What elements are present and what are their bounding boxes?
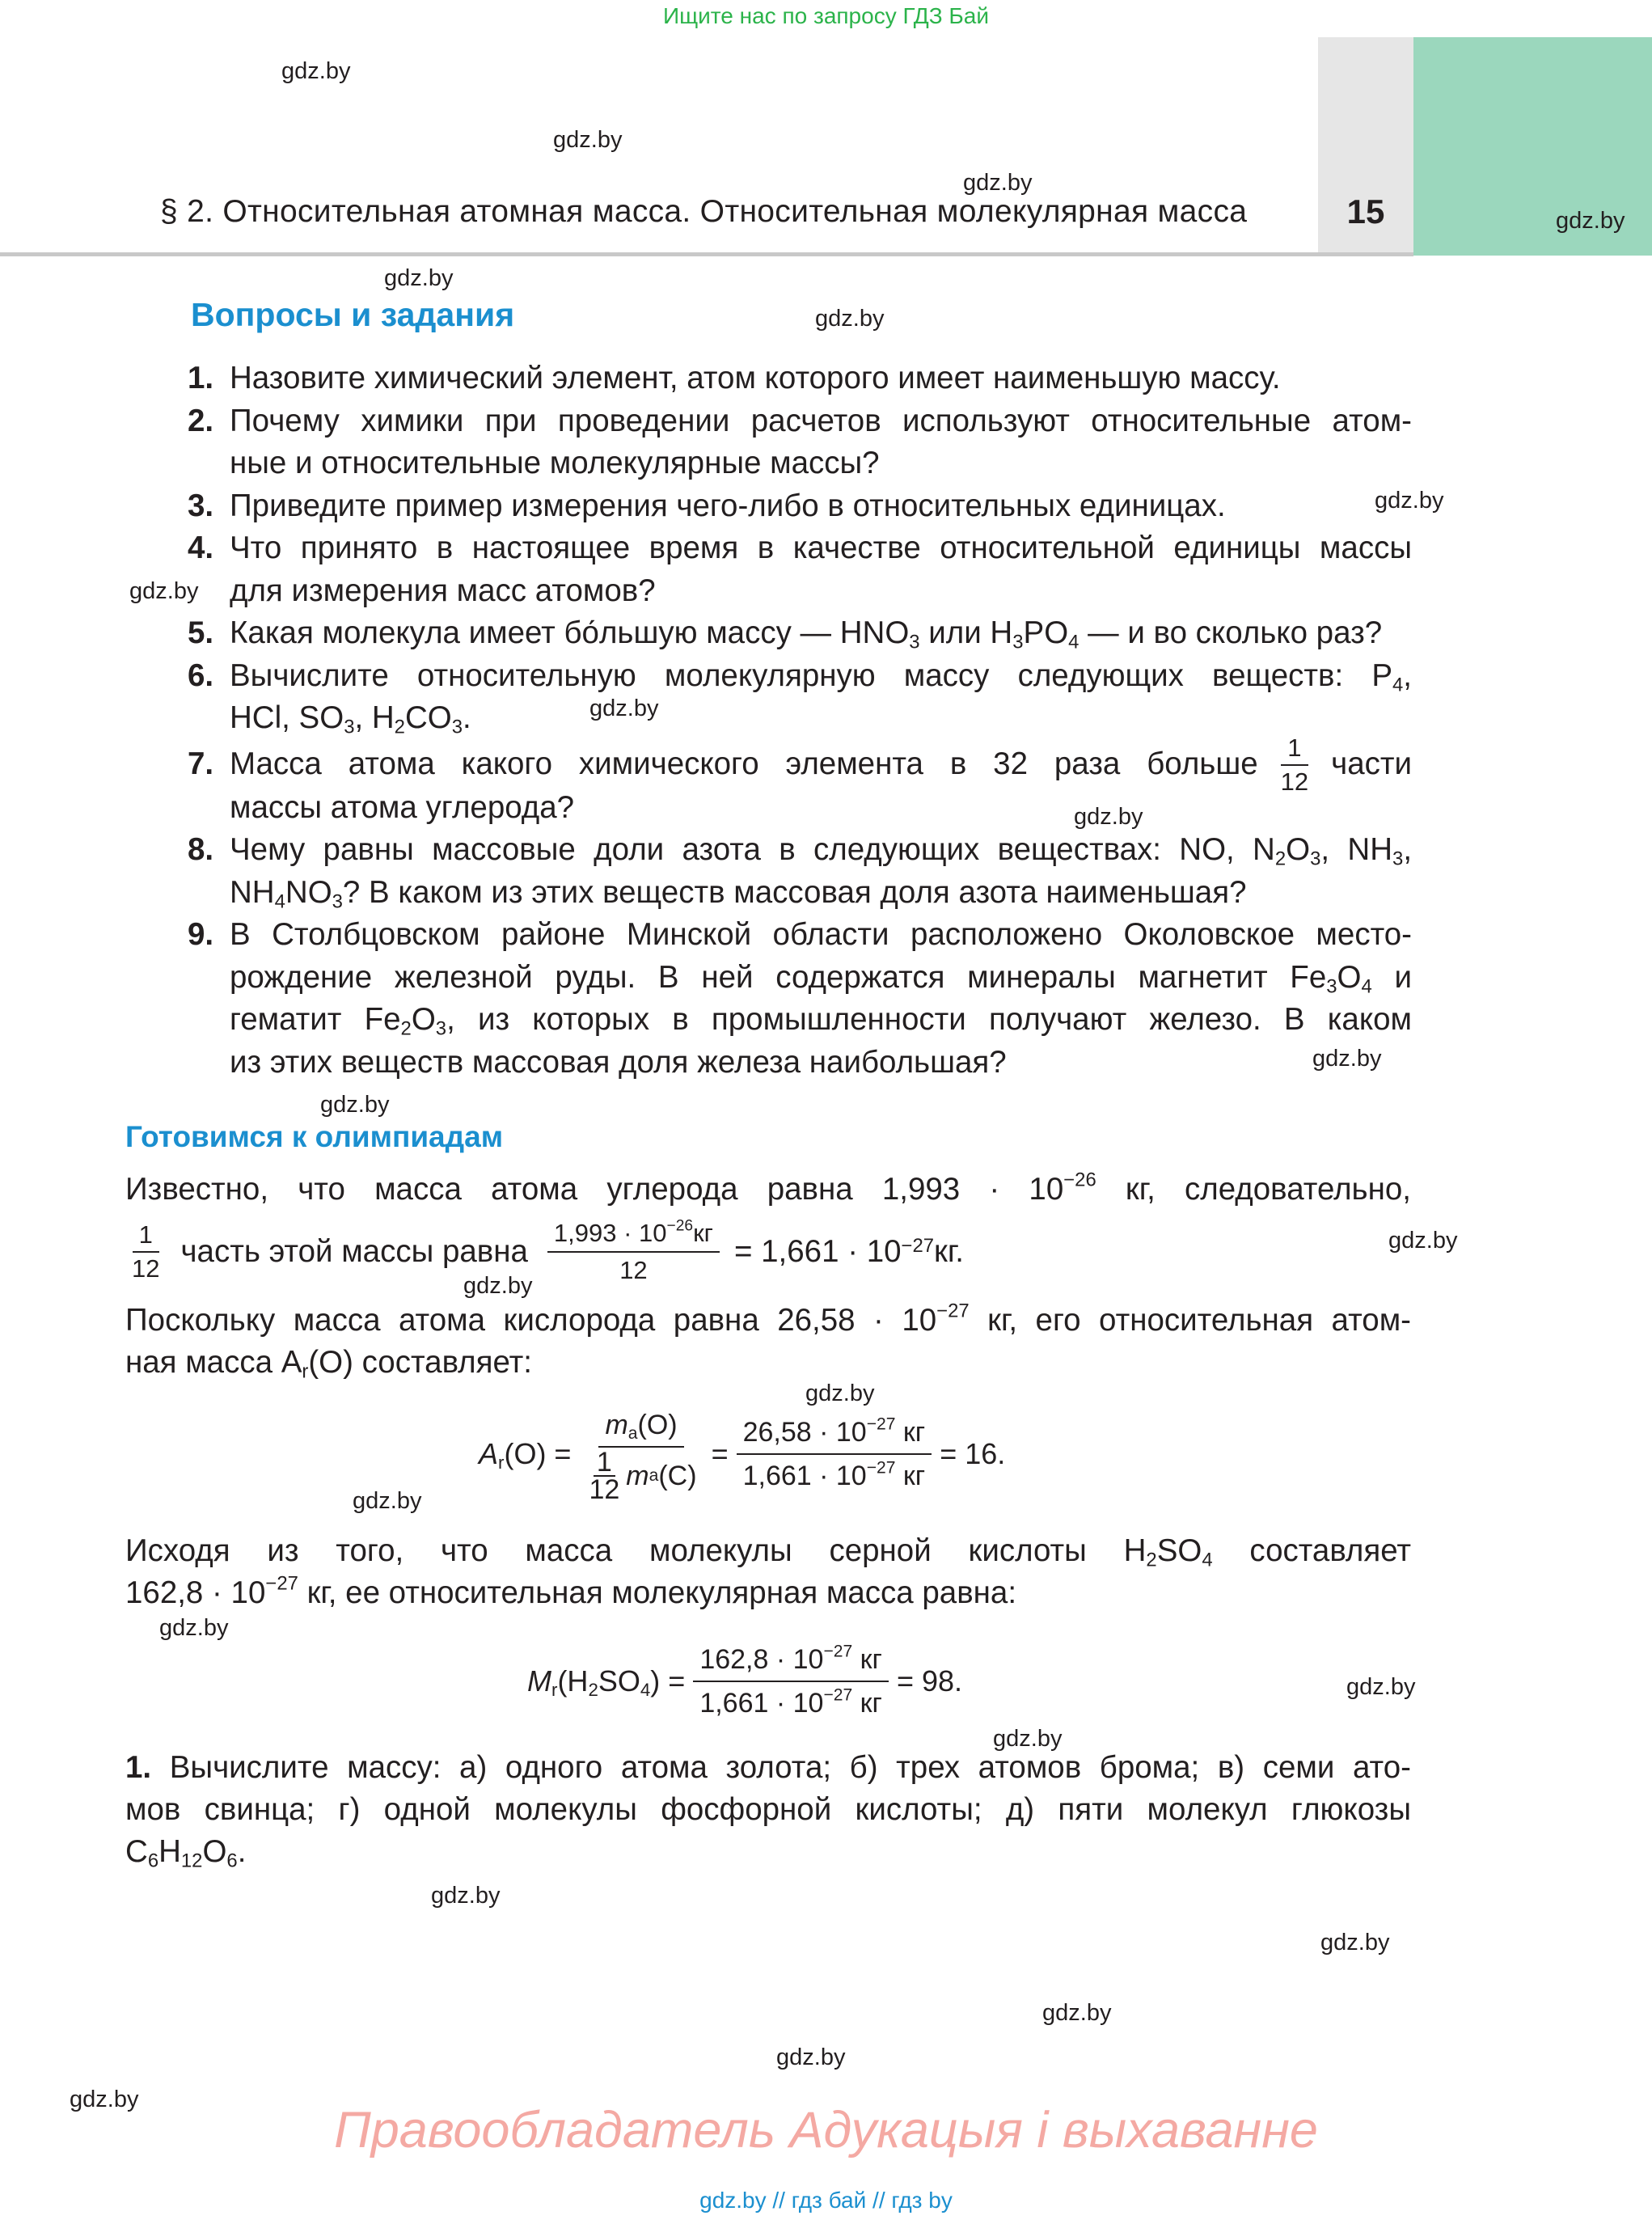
watermark: gdz.by — [1388, 1228, 1458, 1254]
question-item — [188, 829, 1412, 914]
watermark: gdz.by — [805, 1380, 875, 1406]
question-text: Вычислите относительную молекулярную массу следующих веществ: $P_4$, HCl, $SO_3$, $H_2CO_3$. — [230, 657, 1412, 738]
section-heading-olympiad: Готовимся к олимпиадам — [125, 1120, 504, 1153]
question-item — [188, 612, 1412, 655]
watermark: gdz.by — [589, 696, 659, 721]
watermark: gdz.by — [1320, 1930, 1390, 1956]
watermark: gdz.by — [353, 1488, 422, 1514]
question-text: Чему равны массовые доли азота в следующих веществах: NO, $N_2O_3$, $NH_3$, $NH_4NO_3$? В каком из этих веществ массовая доля азота наименьшая? — [230, 832, 1413, 913]
fraction-one-twelfth: $\frac{1}{12}$ — [1280, 733, 1309, 796]
olympiad-paragraph-1: Известно, что масса атома углерода равна $1,993 \cdot 10^{-26}$ кг, следовательно, — [125, 1169, 1411, 1207]
questions-list — [188, 357, 1412, 1084]
fraction-mass-ratio: $m_a(O)$ $\frac{1}{12}$ m a (C) — [579, 1406, 703, 1503]
watermark: gdz.by — [70, 2087, 139, 2112]
question-item — [188, 655, 1412, 740]
question-text: Масса атома какого химического элемента в 32 раза больше $\frac{1}{12}$ части массы атома углерода? — [230, 733, 1412, 825]
formula-oxygen-relative-mass: $A_r(O)$ = $m_a(O)$ $\frac{1}{12}$ m a (C) = $\frac{26,58 \cdot 10^{-27} кг}{1,661 \cdot 10^{-27} кг}$ = 16. — [479, 1406, 1005, 1503]
copyright-notice: Правообладатель Адукацыя і выхаванне — [334, 2102, 1318, 2158]
fraction-carbon-twelfth: $\frac{1,993 \cdot 10^{-26}кг}{12}$ — [547, 1217, 720, 1287]
watermark: gdz.by — [1042, 2000, 1112, 2026]
question-text: В Столбцовском районе Минской области расположено Околовское место- рождение железной руды. В ней содержатся минералы магнетит $Fe_3O_4$ и гематит $Fe_2O_3$, из которых в промышленности получают железо. В каком из этих веществ массовая доля железа наибольшая? — [230, 917, 1413, 1080]
fraction-numeric-ratio: $\frac{162,8 \cdot 10^{-27} кг}{1,661 \cdot 10^{-27} кг}$ — [693, 1640, 889, 1723]
olympiad-paragraph-2: $\frac{1}{12}$ часть этой массы равна $\frac{1,993 \cdot 10^{-26}кг}{12}$ = 1,661 · 10 −27 кг. — [125, 1217, 964, 1287]
question-item — [188, 527, 1412, 612]
question-text: Какая молекула имеет бо́льшую массу — $HNO_3$ или $H_3PO_4$ — и во сколько раз? — [230, 615, 1383, 653]
watermark: gdz.by — [281, 58, 351, 84]
question-number: 2. — [188, 403, 214, 438]
watermark: gdz.by — [129, 578, 199, 604]
watermark: gdz.by — [1074, 804, 1143, 830]
watermark: gdz.by — [993, 1726, 1063, 1752]
top-banner[interactable]: Ищите нас по запросу ГДЗ Бай — [662, 3, 990, 28]
watermark: gdz.by — [1312, 1046, 1382, 1072]
header-rule — [0, 252, 1413, 256]
question-item — [188, 485, 1412, 528]
question-item — [188, 914, 1412, 1084]
watermark: gdz.by — [776, 2044, 846, 2070]
footer-links[interactable]: gdz.by // гдз бай // гдз by — [699, 2188, 953, 2213]
watermark: gdz.by — [815, 306, 885, 332]
question-number: 7. — [188, 746, 214, 781]
question-item — [188, 733, 1412, 830]
question-number: 6. — [188, 657, 214, 693]
question-item — [188, 400, 1412, 485]
olympiad-paragraph-4: Исходя из того, что масса молекулы серной кислоты $H_2SO_4$ составляет $162,8 \cdot 10^{-27}$ кг, ее относительная молекулярная масса равна: — [125, 1533, 1411, 1610]
olympiad-task-1: 1. Вычислите массу: а) одного атома золота; б) трех атомов брома; в) семи ато- мов свинца; г) одной молекулы фосфорной кислоты; д) пяти молекул глюкозы $C_6H_{12}O_6$. — [125, 1750, 1411, 1872]
watermark: gdz.by — [320, 1092, 390, 1118]
fraction-numeric-ratio: $\frac{26,58 \cdot 10^{-27} кг}{1,661 \cdot 10^{-27} кг}$ — [737, 1413, 932, 1495]
question-text: Приведите пример измерения чего-либо в относительных единицах. — [230, 488, 1226, 523]
watermark: gdz.by — [1346, 1674, 1416, 1700]
olympiad-paragraph-3: Поскольку масса атома кислорода равна $26,58 \cdot 10^{-27}$ кг, его относительная атом- ная масса $A_r(O)$ составляет: — [125, 1300, 1411, 1383]
watermark: gdz.by — [1556, 208, 1625, 234]
watermark: gdz.by — [1375, 488, 1444, 514]
question-number: 5. — [188, 615, 214, 650]
question-number: 4. — [188, 531, 214, 565]
question-text: Что принято в настоящее время в качестве относительной единицы массы для измерения масс атомов? — [230, 531, 1412, 608]
watermark: gdz.by — [463, 1273, 533, 1299]
question-text: Назовите химический элемент, атом которого имеет наименьшую массу. — [230, 361, 1281, 395]
formula-sulfuric-acid-mass: $M_r(H_2SO_4)$ = $\frac{162,8 \cdot 10^{-27} кг}{1,661 \cdot 10^{-27} кг}$ = 98. — [527, 1640, 962, 1723]
question-number: 1. — [188, 361, 214, 395]
question-number: 8. — [188, 832, 214, 867]
watermark: gdz.by — [431, 1883, 501, 1909]
running-header-title: § 2. Относительная атомная масса. Относительная молекулярная масса — [160, 194, 1248, 229]
watermark: gdz.by — [963, 170, 1033, 196]
question-number: 3. — [188, 488, 214, 523]
question-item — [188, 357, 1412, 400]
watermark: gdz.by — [159, 1615, 229, 1641]
watermark: gdz.by — [553, 127, 623, 153]
question-text: Почему химики при проведении расчетов используют относительные атом- ные и относительные молекулярные массы? — [230, 403, 1412, 480]
section-heading-questions: Вопросы и задания — [191, 296, 515, 333]
question-number: 9. — [188, 917, 214, 952]
page-number: 15 — [1346, 192, 1385, 230]
fraction-one-twelfth: $\frac{1}{12}$ — [132, 1220, 160, 1283]
watermark: gdz.by — [384, 265, 454, 291]
